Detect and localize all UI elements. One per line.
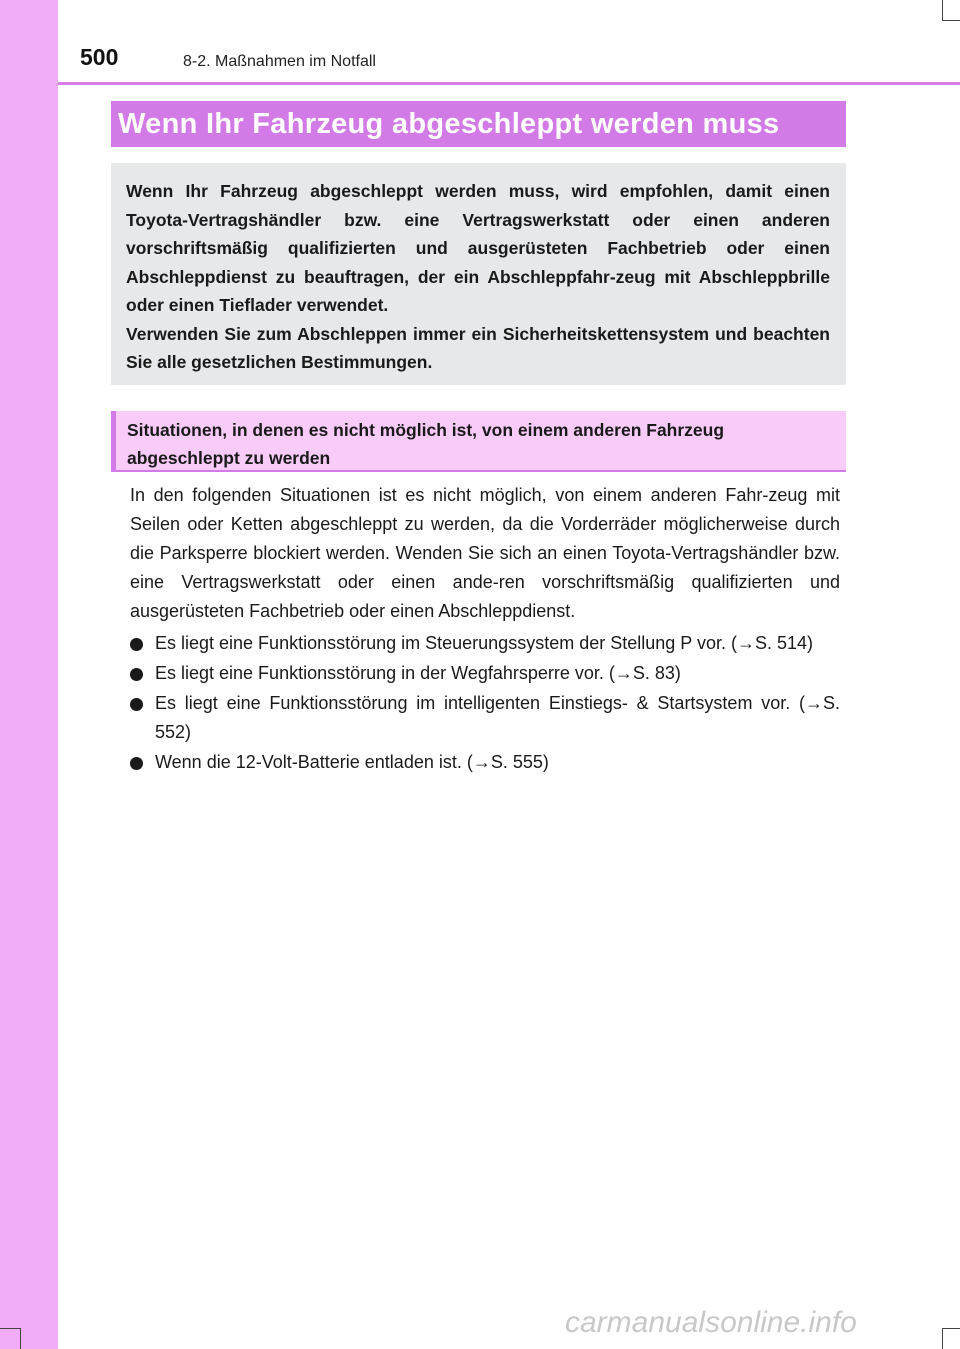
intro-paragraph-2: Verwenden Sie zum Abschleppen immer ein Sicherheitskettensystem und beachten Sie alle gesetzlichen Bestimmungen.: [126, 323, 830, 372]
crop-mark-bottom-left-v: [20, 1328, 21, 1349]
intro-box: [111, 163, 846, 385]
list-item-text: Wenn die 12-Volt-Batterie entladen ist. (→S. 555): [155, 752, 549, 772]
chapter-side-band: [0, 0, 58, 1349]
bullet-icon: [130, 757, 143, 770]
bullet-icon: [130, 668, 143, 681]
list-item: [130, 629, 840, 658]
body-section: [130, 481, 840, 777]
bullet-icon: [130, 698, 143, 711]
title-banner: [111, 101, 846, 147]
subheading-banner: [111, 411, 846, 472]
intro-paragraph-1: Wenn Ihr Fahrzeug abgeschleppt werden muss, wird empfohlen, damit einen Toyota-Vertragshändler bzw. eine Vertragswerkstatt oder einen anderen vorschriftsmäßig qualifizierten und ausgerüsteten Fachbetrieb oder einen Abschleppdienst zu beauftragen, der ein Abschleppfahr-zeug mit Abschleppbrille oder einen Tieflader verwendet.: [126, 181, 830, 315]
page-title: Wenn Ihr Fahrzeug abgeschleppt werden muss: [118, 107, 780, 140]
watermark: carmanualsonline.info: [565, 1306, 857, 1339]
bullet-icon: [130, 638, 143, 651]
crop-mark-top-right: [942, 20, 960, 21]
page-number: 500: [80, 44, 119, 70]
list-item-text: Es liegt eine Funktionsstörung im Steuerungssystem der Stellung P vor. (→S. 514): [155, 633, 813, 653]
crop-mark-bottom-right: [942, 1328, 960, 1329]
list-item-text: Es liegt eine Funktionsstörung in der Wegfahrsperre vor. (→S. 83): [155, 663, 681, 683]
list-item-text: Es liegt eine Funktionsstörung im intelligenten Einstiegs- & Startsystem vor. (→S. 552): [155, 693, 840, 742]
body-paragraph: In den folgenden Situationen ist es nicht möglich, von einem anderen Fahr-zeug mit Seilen oder Ketten abgeschleppt zu werden, da die Vorderräder möglicherweise durch die Parksperre blockiert werden. Wenden Sie sich an einen Toyota-Vertragshändler bzw. eine Vertragswerkstatt oder einen ande-ren vorschriftsmäßig qualifizierten und ausgerüsteten Fachbetrieb oder einen Abschleppdienst.: [130, 485, 840, 621]
list-item: [130, 689, 840, 747]
list-item: [130, 659, 840, 688]
crop-mark-bottom: [942, 1328, 943, 1349]
list-item: [130, 748, 840, 777]
crop-mark-top: [942, 0, 943, 20]
subheading-line-2: abgeschleppt zu werden: [127, 448, 331, 468]
situation-list: [130, 629, 840, 777]
running-head: 8-2. Maßnahmen im Notfall: [183, 53, 376, 70]
crop-mark-bottom-left: [0, 1328, 20, 1329]
subheading-line-1: Situationen, in denen es nicht möglich ist, von einem anderen Fahrzeug: [127, 420, 725, 440]
header-rule: [58, 82, 960, 85]
